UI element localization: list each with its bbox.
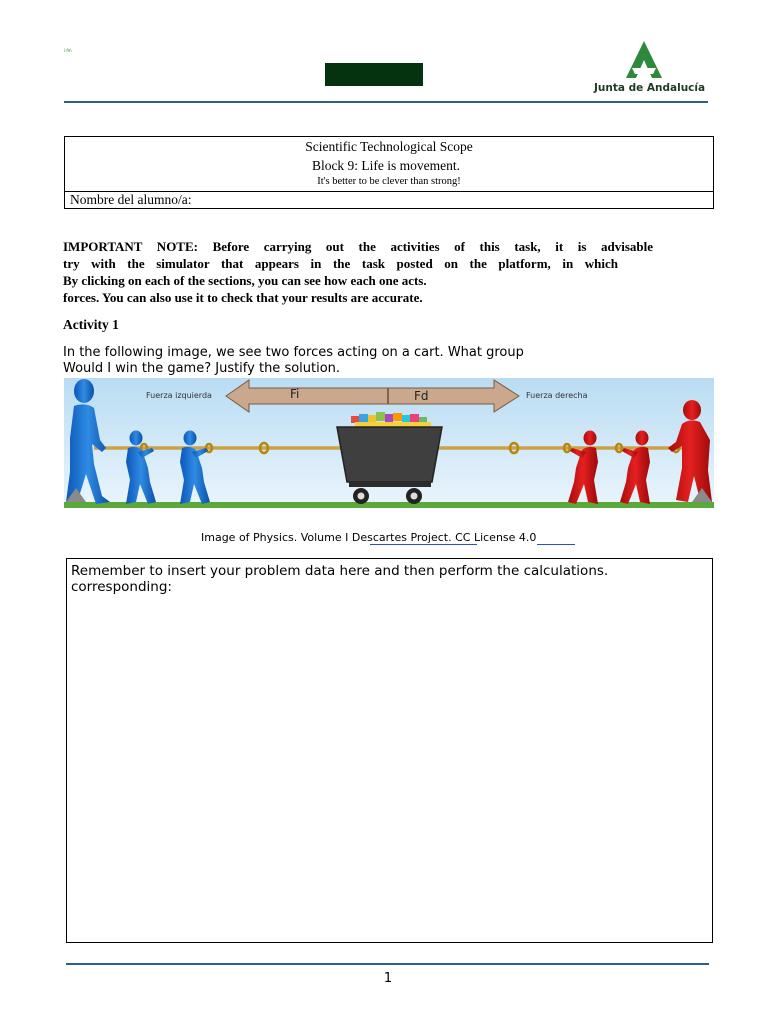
note-line-1 [63,238,653,255]
block-title: Block 9: Life is movement. [311,158,461,173]
page-number: 1 [383,971,393,986]
note-text-1: Before carrying out the activities of this task, it is advisable [212,239,654,254]
scope-title: Scientific Technological Scope [305,139,473,154]
tug-of-war-figure [64,378,714,508]
question-line-2: Would I win the game? Justify the solution. [63,361,341,376]
andalucia-a-icon [594,38,694,82]
license-link-underline[interactable] [537,544,575,545]
footer-divider [66,963,709,965]
activity-question [63,345,623,377]
right-force-label: Fuerza derecha [526,391,588,400]
motto: It's better to be clever than strong! [317,176,461,187]
figure-caption: Image of Physics. Volume I Descartes Project. CC License 4.0 [201,531,537,544]
answer-instructions [71,563,691,595]
answer-line-1: Remember to insert your problem data here and then perform the calculations. [71,563,609,579]
activity-title: Activity 1 [63,317,119,332]
question-line-1: In the following image, we see two forces acting on a cart. What group [63,345,524,360]
student-name-label: Nombre del alumno/a: [70,192,192,207]
note-label: IMPORTANT NOTE: [63,239,198,254]
left-force-label: Fuerza izquierda [146,391,212,400]
header-tiny-label: i·fm [64,48,72,53]
header-divider [64,101,708,103]
fd-label: Fd [414,389,429,403]
title-box [64,136,714,209]
note-line-3: By clicking on each of the sections, you can see how each one acts. [63,273,427,288]
note-line-4: forces. You can also use it to check that your results are accurate. [63,290,423,305]
logo-text: Junta de Andalucía [594,82,706,94]
figure-ground [64,502,714,508]
header-green-bar [325,63,423,86]
cart-load [351,412,431,428]
answer-box[interactable] [66,558,713,943]
important-note [63,238,653,306]
title-cell [65,137,714,192]
fi-label: Fi [290,387,300,401]
caption-link-underline[interactable] [370,544,477,545]
junta-de-andalucia-logo [594,38,706,98]
student-name-field[interactable] [65,192,714,209]
answer-line-2: corresponding: [71,579,172,595]
note-text-2: try with the simulator that appears in the task posted on the platform, in which [63,256,618,271]
note-line-2 [63,255,618,272]
